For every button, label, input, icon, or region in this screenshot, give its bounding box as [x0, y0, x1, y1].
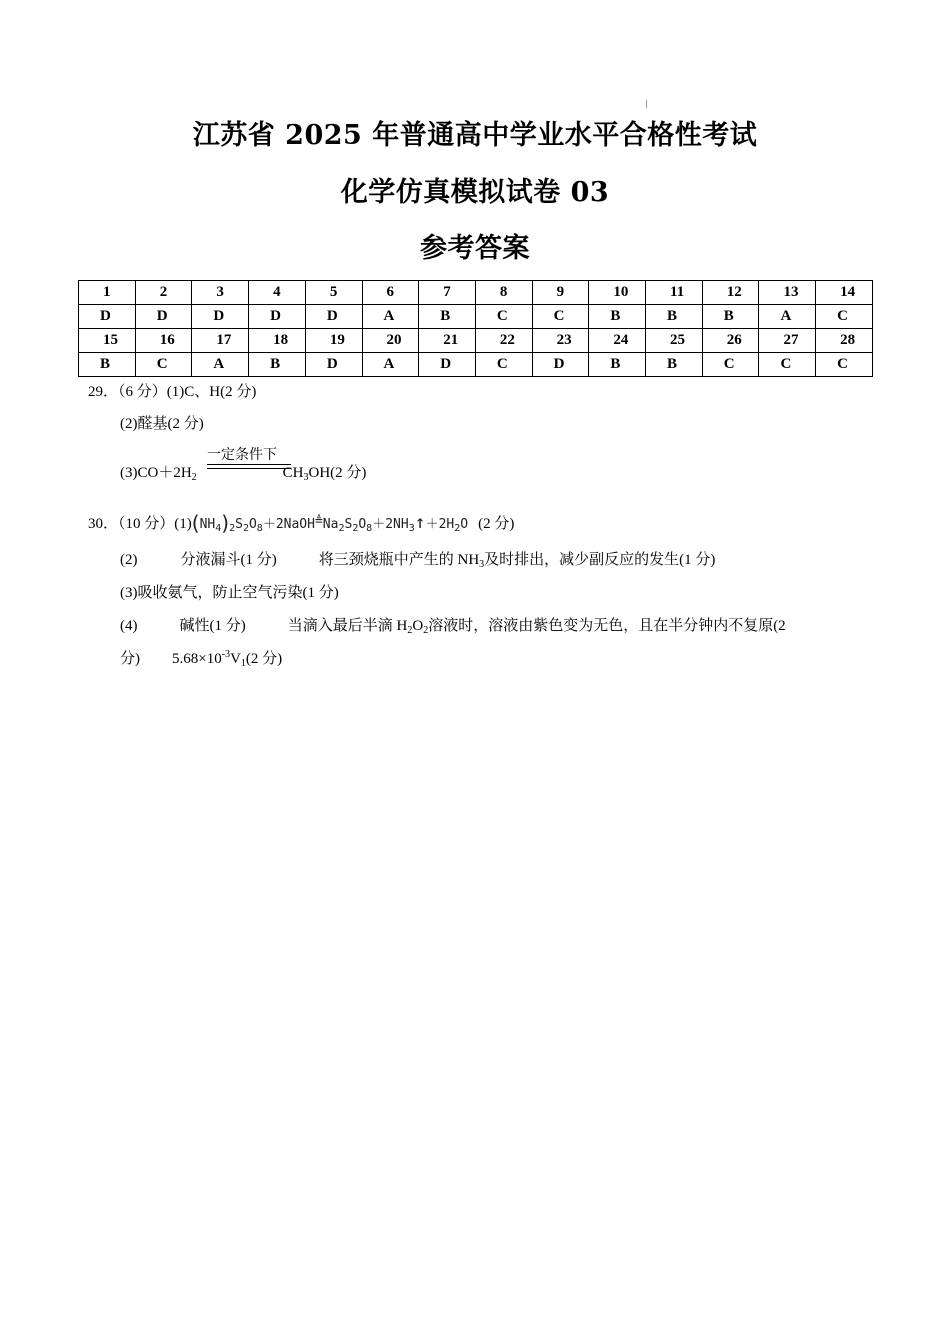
question-number-cell: 14 [816, 281, 873, 305]
question-number-cell: 15 [79, 329, 136, 353]
answer-cell: C [475, 305, 532, 329]
answer-cell: D [305, 305, 362, 329]
page-mark [646, 100, 647, 108]
reaction-condition: 一定条件下 [207, 447, 277, 463]
answer-cell: B [249, 353, 306, 377]
answer-cell: C [135, 353, 192, 377]
question-number-cell: 17 [192, 329, 249, 353]
q29-part1: (1)C、H(2 分) [166, 384, 257, 400]
exam-subtitle: 化学仿真模拟试卷 03 [340, 177, 610, 208]
q29-part3: $(3)CO+2H_2$ $CH_3OH(2$ 分) [120, 465, 367, 483]
q30-part4: (4) 碱性(1 分) 当滴入最后半滴 $H_2O_2$溶液时，溶液由紫色变为无色，且在半分钟内不复原(2 [120, 618, 786, 636]
answer-cell: A [362, 353, 419, 377]
answer-cell: C [702, 353, 759, 377]
question-number-cell: 8 [475, 281, 532, 305]
q29-line1 [88, 380, 256, 401]
q30-part3: (3)吸收氨气，防止空气污染(1 分) [120, 585, 339, 601]
question-number-cell: 5 [305, 281, 362, 305]
q30-line1: 30．（10 分）$(1)(NH_4)_2S_2O_8+2NaOH≜Na_2S_2O_8+2NH_3↑+2H_2O$ (2 分) [88, 511, 515, 535]
answer-cell: A [192, 353, 249, 377]
question-number-cell: 6 [362, 281, 419, 305]
q29-part2: (2)醛基(2 分) [120, 416, 204, 432]
answer-cell: C [816, 353, 873, 377]
answer-cell: B [702, 305, 759, 329]
question-number-cell: 25 [646, 329, 703, 353]
answer-heading: 参考答案 [420, 233, 530, 264]
question-number-cell: 9 [532, 281, 589, 305]
chemical-equation: $(NH_4)_2S_2O_8+2NaOH≜Na_2S_2O_8+2NH_3↑+2H_2O$ [191, 511, 469, 535]
question-number-cell: 19 [305, 329, 362, 353]
answer-cell: C [532, 305, 589, 329]
answer-cell: B [419, 305, 476, 329]
answer-cell: D [192, 305, 249, 329]
q29-label: 29．（6 分） [88, 384, 167, 400]
answer-cell: D [532, 353, 589, 377]
answer-cell: B [589, 353, 646, 377]
q30-part2: (2) 分液漏斗(1 分) 将三颈烧瓶中产生的 $NH_3$及时排出，减少副反应的发生(1 分) [120, 552, 716, 570]
answer-cell: B [646, 305, 703, 329]
answer-cell: C [475, 353, 532, 377]
question-number-cell: 22 [475, 329, 532, 353]
question-number-cell: 27 [759, 329, 816, 353]
question-number-cell: 4 [249, 281, 306, 305]
question-number-cell: 26 [702, 329, 759, 353]
question-number-cell: 1 [79, 281, 136, 305]
answer-cell: D [305, 353, 362, 377]
question-number-cell: 24 [589, 329, 646, 353]
answer-cell: B [646, 353, 703, 377]
question-number-cell: 18 [249, 329, 306, 353]
question-number-cell: 13 [759, 281, 816, 305]
answer-cell: D [249, 305, 306, 329]
answer-cell: A [362, 305, 419, 329]
question-number-cell: 10 [589, 281, 646, 305]
answer-cell: B [589, 305, 646, 329]
answer-cell: A [759, 305, 816, 329]
question-number-cell: 20 [362, 329, 419, 353]
question-number-cell: 11 [646, 281, 703, 305]
question-number-cell: 23 [532, 329, 589, 353]
answer-table [78, 280, 873, 377]
answer-table-row [79, 329, 873, 353]
answer-cell: D [135, 305, 192, 329]
question-number-cell: 12 [702, 281, 759, 305]
answer-table-row [79, 281, 873, 305]
answer-cell: D [79, 305, 136, 329]
q30-part4-cont: 分) $5.68\times 10^{-3}V_1(2$ 分) [120, 649, 283, 669]
answer-cell: C [759, 353, 816, 377]
equal-sign-line [207, 464, 291, 469]
answer-cell: D [419, 353, 476, 377]
answer-cell: C [816, 305, 873, 329]
answer-table-row [79, 353, 873, 377]
answer-table-row [79, 305, 873, 329]
q30-label: 30．（10 分） [88, 516, 175, 532]
question-number-cell: 21 [419, 329, 476, 353]
exam-title: 江苏省 2025 年普通高中学业水平合格性考试 [192, 120, 758, 151]
question-number-cell: 3 [192, 281, 249, 305]
answer-cell: B [79, 353, 136, 377]
question-number-cell: 28 [816, 329, 873, 353]
question-number-cell: 2 [135, 281, 192, 305]
question-number-cell: 7 [419, 281, 476, 305]
question-number-cell: 16 [135, 329, 192, 353]
